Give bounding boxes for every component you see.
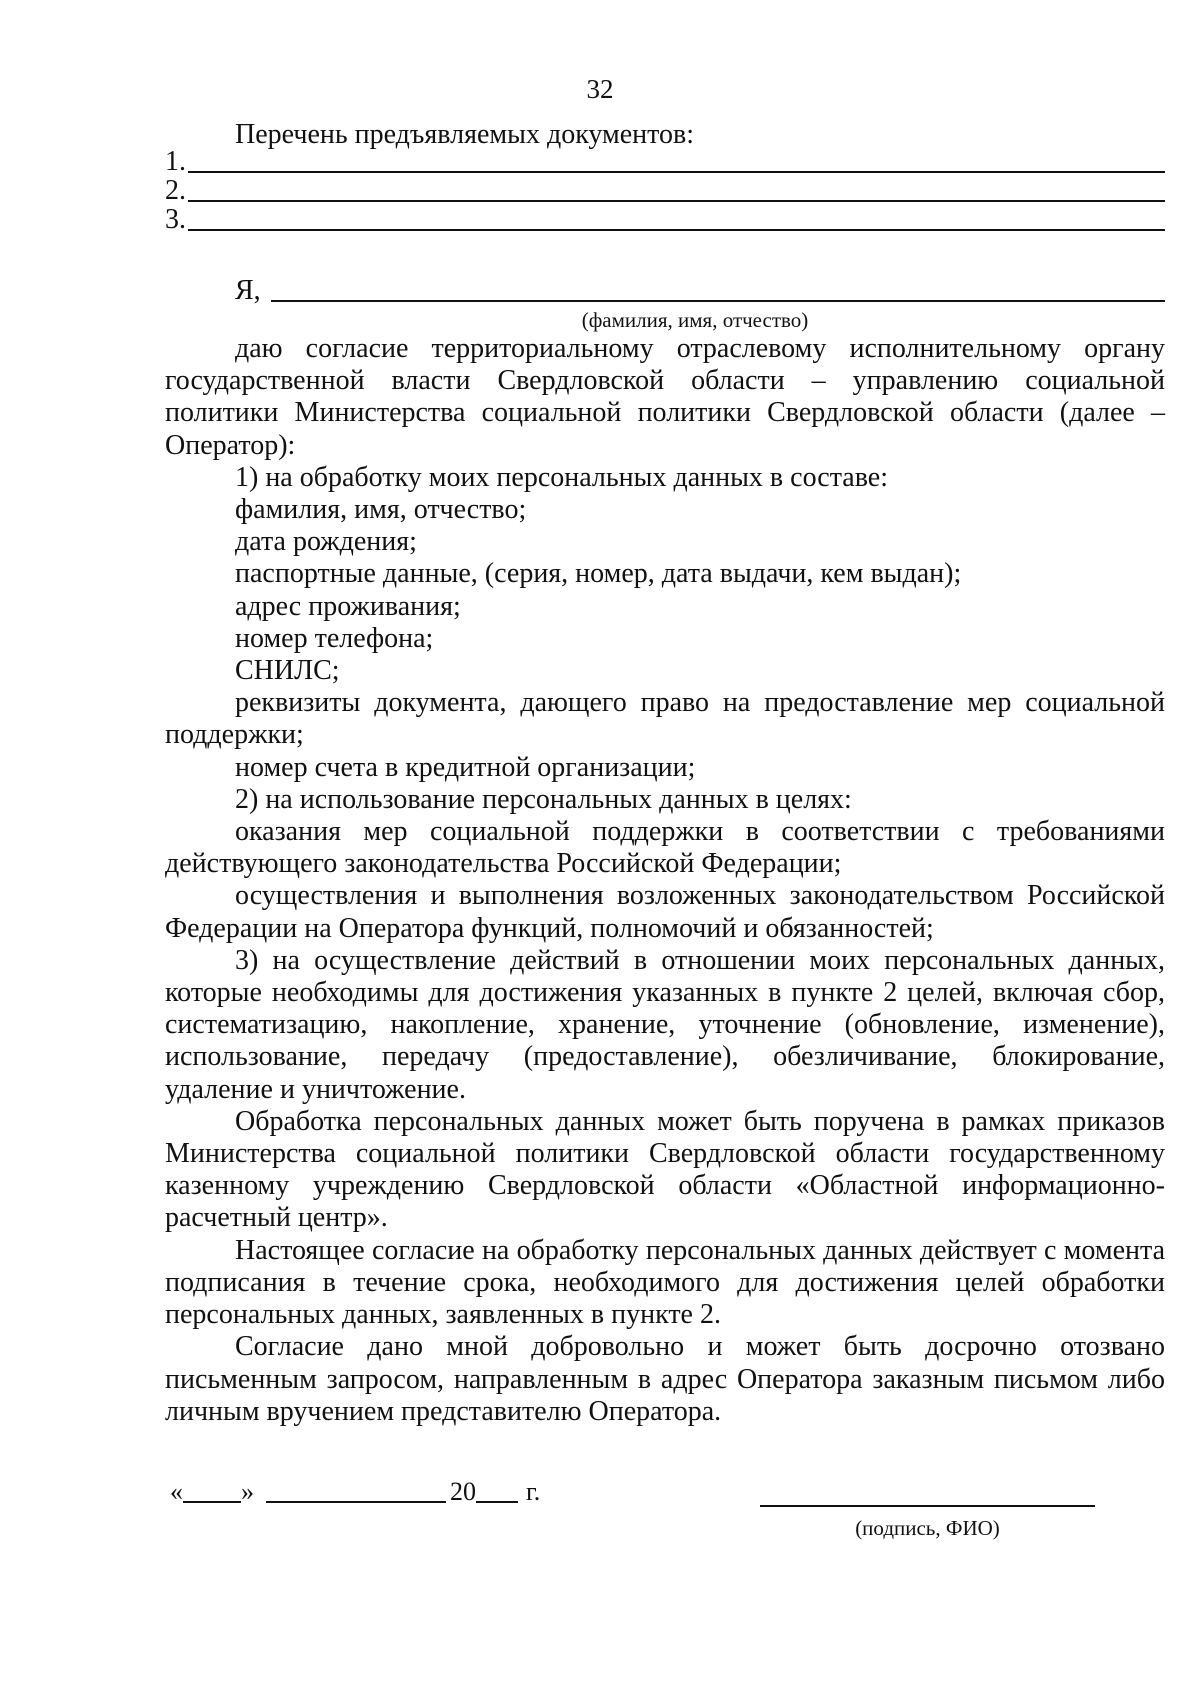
year-suffix: г. bbox=[526, 1477, 541, 1506]
open-quote: « bbox=[170, 1477, 183, 1506]
consent-paragraph: номер телефона; bbox=[235, 622, 434, 654]
day-blank[interactable] bbox=[183, 1477, 241, 1503]
signature-line[interactable] bbox=[760, 1505, 1095, 1507]
blank-line bbox=[188, 200, 1165, 202]
fio-caption: (фамилия, имя, отчество) bbox=[581, 308, 809, 332]
month-blank[interactable] bbox=[266, 1477, 446, 1503]
consent-paragraph: реквизиты документа, дающего право на предоставление мер социальной поддержки; bbox=[165, 687, 1165, 751]
consent-paragraph: номер счета в кредитной организации; bbox=[235, 751, 696, 783]
ya-label: Я, bbox=[235, 275, 261, 306]
close-quote: » bbox=[241, 1477, 254, 1506]
documents-list-title: Перечень предъявляемых документов: bbox=[235, 119, 695, 150]
consent-paragraph: СНИЛС; bbox=[235, 655, 340, 687]
document-line-number: 3. bbox=[165, 204, 186, 235]
consent-paragraph: 2) на использование персональных данных в целях: bbox=[235, 783, 852, 815]
blank-line bbox=[188, 229, 1165, 231]
consent-paragraph: 1) на обработку моих персональных данных в составе: bbox=[235, 461, 888, 493]
consent-paragraph: Обработка персональных данных может быть поручена в рамках приказов Министерства социальной политики Свердловской области государственному казенному учреждению Свердловской области «Областной информационно-расчетный центр». bbox=[165, 1105, 1165, 1234]
consent-paragraph: паспортные данные, (серия, номер, дата выдачи, кем выдан); bbox=[235, 558, 962, 590]
fio-fill-line[interactable] bbox=[235, 273, 1165, 309]
date-fill-line[interactable] bbox=[170, 1475, 540, 1509]
consent-paragraph: фамилия, имя, отчество; bbox=[235, 494, 527, 526]
blank-line bbox=[271, 300, 1165, 302]
document-line-number: 1. bbox=[165, 146, 186, 177]
consent-body bbox=[165, 333, 1165, 1428]
consent-paragraph: осуществления и выполнения возложенных законодательством Российской Федерации на Оператора функций, полномочий и обязанностей; bbox=[165, 880, 1165, 944]
consent-paragraph: даю согласие территориальному отраслевому исполнительному органу государственной власти Свердловской области – управлению социальной политики Министерства социальной политики Свердловской области (далее – Оператор): bbox=[165, 333, 1165, 461]
page-number: 32 bbox=[586, 74, 614, 104]
consent-paragraph: адрес проживания; bbox=[235, 590, 461, 622]
year-prefix: 20 bbox=[450, 1477, 476, 1506]
consent-paragraph: 3) на осуществление действий в отношении моих персональных данных, которые необходимы для достижения указанных в пункте 2 целей, включая сбор, систематизацию, накопление, хранение, уточнение (обновление, изменение), использование, передачу (предоставление), обезличивание, блокирование, удаление и уничтожение. bbox=[165, 944, 1165, 1105]
consent-paragraph: Согласие дано мной добровольно и может быть досрочно отозвано письменным запросом, направленным в адрес Оператора заказным письмом либо личным вручением представителю Оператора. bbox=[165, 1331, 1165, 1427]
consent-paragraph: Настоящее согласие на обработку персональных данных действует с момента подписания в течение срока, необходимого для достижения целей обработки персональных данных, заявленных в пункте 2. bbox=[165, 1234, 1165, 1331]
document-line-number: 2. bbox=[165, 175, 186, 206]
consent-paragraph: дата рождения; bbox=[235, 526, 417, 558]
year-blank[interactable] bbox=[476, 1477, 518, 1503]
blank-line bbox=[188, 171, 1165, 173]
consent-paragraph: оказания мер социальной поддержки в соответствии с требованиями действующего законодательства Российской Федерации; bbox=[165, 816, 1165, 880]
document-line-3[interactable] bbox=[165, 203, 1165, 237]
signature-caption: (подпись, ФИО) bbox=[855, 1516, 1000, 1540]
